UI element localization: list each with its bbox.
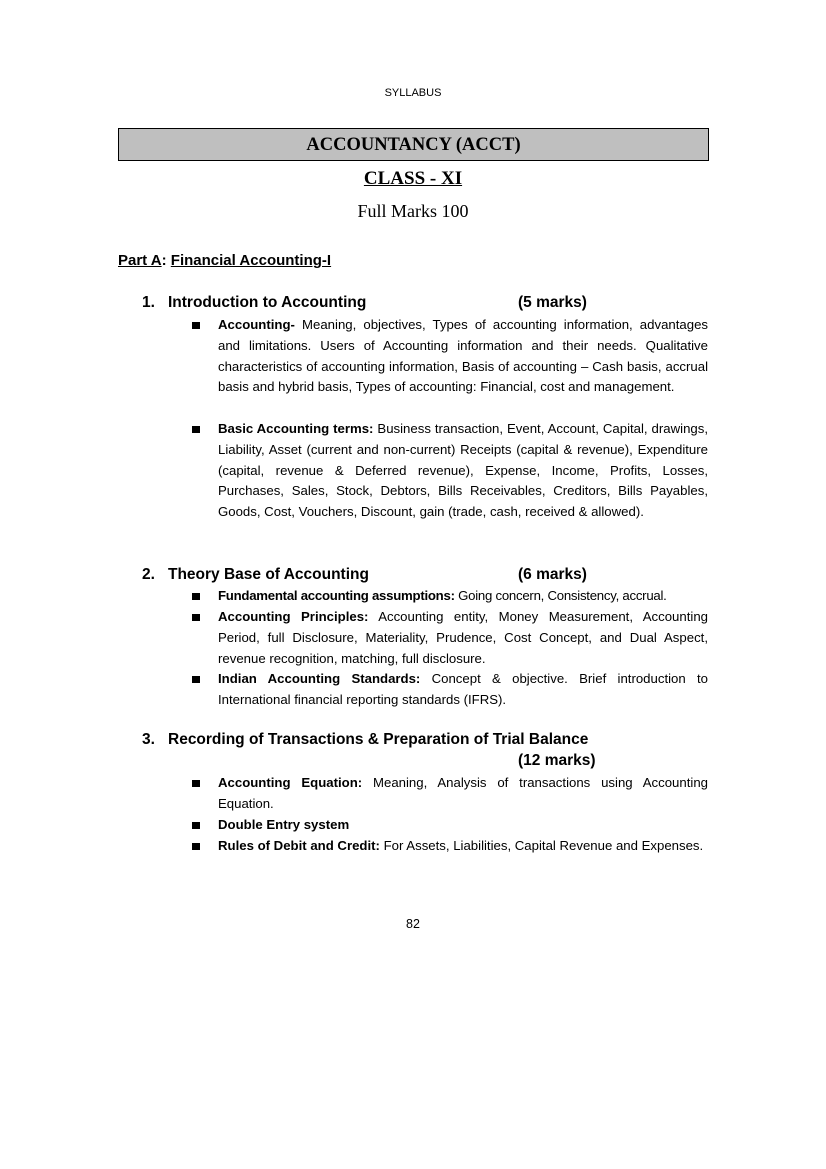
page-title: ACCOUNTANCY (ACCT) <box>118 128 709 161</box>
bullet-icon <box>192 614 200 621</box>
list-item <box>218 607 708 669</box>
section-number: 3. <box>142 731 155 748</box>
item-term: Double Entry system <box>218 817 350 832</box>
part-separator: : <box>161 252 167 269</box>
item-text: Concept & objective. Brief introduction to International financial reporting standards (IFRS). <box>218 671 708 707</box>
bullet-icon <box>192 593 200 600</box>
class-label-text: CLASS - XI <box>363 168 463 189</box>
bullet-icon <box>192 843 200 850</box>
item-text: Meaning, Analysis of transactions using Accounting Equation. <box>218 775 708 811</box>
bullet-icon <box>192 780 200 787</box>
list-item <box>218 773 708 815</box>
item-text: Going concern, Consistency, accrual. <box>454 588 667 603</box>
section-number: 2. <box>142 566 155 583</box>
list-item <box>218 586 708 607</box>
part-heading <box>118 252 331 269</box>
section-marks: (6 marks) <box>518 566 587 583</box>
section-title: Theory Base of Accounting <box>168 566 369 583</box>
item-term: Fundamental accounting assumptions: <box>218 588 455 603</box>
bullet-icon <box>192 426 200 433</box>
section-marks: (12 marks) <box>518 752 596 769</box>
section-number: 1. <box>142 294 155 311</box>
item-term: Rules of Debit and Credit: <box>218 838 380 853</box>
bullet-icon <box>192 822 200 829</box>
bullet-icon <box>192 676 200 683</box>
section-title: Recording of Transactions & Preparation of Trial Balance <box>168 731 589 748</box>
header-label: SYLLABUS <box>384 87 442 99</box>
list-item <box>218 815 708 836</box>
item-text: Meaning, objectives, Types of accounting information, advantages and limitations. Users of Accounting information and their needs. Qualitative characteristics of accounting information, Basis of accounting – Cash basis, accrual basis and hybrid basis, Types of accounting: Financial, cost and management. <box>218 317 708 395</box>
item-term: Basic Accounting terms: <box>218 421 374 436</box>
part-prefix: Part A <box>118 252 162 269</box>
item-term: Accounting Principles: <box>218 609 369 624</box>
list-item <box>218 315 708 398</box>
item-term: Accounting- <box>218 317 295 332</box>
list-item <box>218 419 708 523</box>
section-title: Introduction to Accounting <box>168 294 367 311</box>
item-term: Indian Accounting Standards: <box>218 671 421 686</box>
section-marks: (5 marks) <box>518 294 587 311</box>
item-text: Accounting entity, Money Measurement, Accounting Period, full Disclosure, Materiality, Prudence, Cost Concept, and Dual Aspect, revenue recognition, matching, full disclosure. <box>218 609 708 666</box>
list-item <box>218 836 708 857</box>
item-text: For Assets, Liabilities, Capital Revenue and Expenses. <box>379 838 704 853</box>
bullet-icon <box>192 322 200 329</box>
full-marks: Full Marks 100 <box>357 201 469 221</box>
list-item <box>218 669 708 711</box>
part-name: Financial Accounting-I <box>170 252 332 269</box>
class-label <box>0 168 826 190</box>
item-term: Accounting Equation: <box>218 775 363 790</box>
page-number: 82 <box>406 917 420 931</box>
item-text: Business transaction, Event, Account, Capital, drawings, Liability, Asset (current and non-current) Receipts (capital & revenue), Expenditure (capital, revenue & Deferred revenue), Expense, Income, Profits, Losses, Purchases, Sales, Stock, Debtors, Bills Receivables, Creditors, Bills Payables, Goods, Cost, Vouchers, Discount, gain (trade, cash, received & allowed). <box>218 421 708 520</box>
